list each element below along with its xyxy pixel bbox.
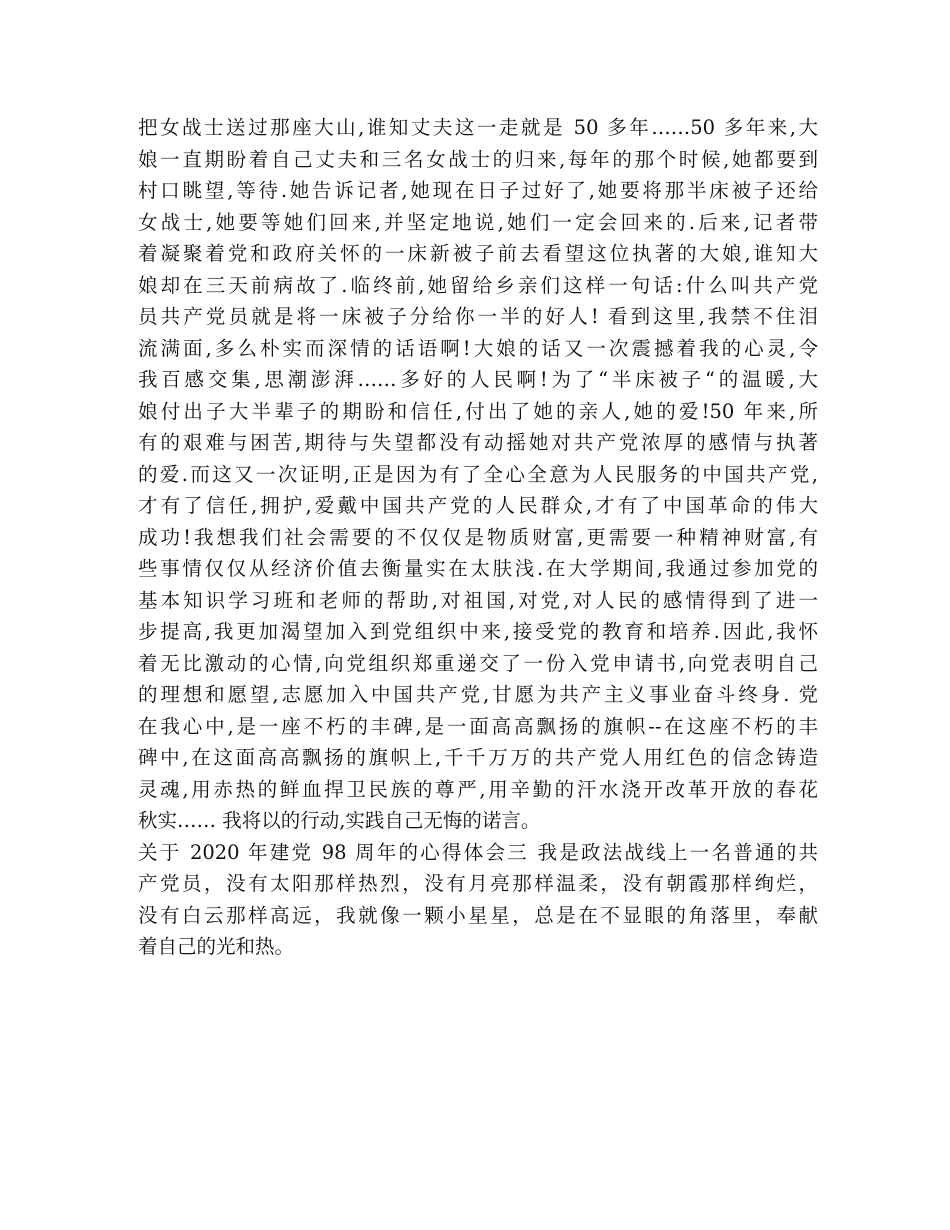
- text-line: 把女战士送过那座大山,谁知丈夫这一走就是 50 多年……50 多年来,大: [138, 116, 818, 139]
- text-line: 流满面,多么朴实而深情的话语啊!大娘的话又一次震撼着我的心灵,令: [138, 336, 818, 360]
- text-line: 的爱.而这又一次证明,正是因为有了全心全意为人民服务的中国共产党,: [138, 462, 818, 486]
- text-line: 娘付出子大半辈子的期盼和信任,付出了她的亲人,她的爱!50 年来,所: [138, 399, 818, 423]
- text-line: 的理想和愿望,志愿加入中国共产党,甘愿为共产主义事业奋斗终身. 党: [138, 683, 818, 706]
- text-line: 基本知识学习班和老师的帮助,对祖国,对党,对人民的感情得到了进一: [138, 588, 818, 612]
- text-line: 碑中,在这面高高飘扬的旗帜上,千千万万的共产党人用红色的信念铸造: [138, 746, 818, 769]
- text-line: 村口眺望,等待.她告诉记者,她现在日子过好了,她要将那半床被子还给: [138, 179, 818, 202]
- text-line: 灵魂,用赤热的鲜血捍卫民族的尊严,用辛勤的汗水浇开改革开放的春花: [138, 777, 818, 801]
- text-line: 产党员，没有太阳那样热烈，没有月亮那样温柔，没有朝霞那样绚烂，: [138, 872, 818, 895]
- document-body: [138, 112, 818, 963]
- text-line: 女战士,她要等她们回来,并坚定地说,她们一定会回来的.后来,记者带: [138, 210, 818, 234]
- text-line: 娘却在三天前病故了.临终前,她留给乡亲们这样一句话:什么叫共产党: [138, 273, 818, 297]
- text-line: 成功!我想我们社会需要的不仅仅是物质财富,更需要一种精神财富,有: [138, 525, 818, 549]
- text-line: 关于 2020 年建党 98 周年的心得体会三 我是政法战线上一名普通的共: [138, 840, 818, 864]
- text-line: 在我心中,是一座不朽的丰碑,是一面高高飘扬的旗帜--在这座不朽的丰: [138, 714, 818, 738]
- text-line: 才有了信任,拥护,爱戴中国共产党的人民群众,才有了中国革命的伟大: [138, 494, 818, 517]
- text-line: 没有白云那样高远，我就像一颗小星星，总是在不显眼的角落里，奉献: [138, 903, 818, 927]
- text-line: 有的艰难与困苦,期待与失望都没有动摇她对共产党浓厚的感情与执著: [138, 431, 818, 454]
- text-line: 我百感交集,思潮澎湃……多好的人民啊!为了“半床被子“的温暖,大: [138, 368, 818, 391]
- text-line: 着自己的光和热。: [138, 935, 295, 958]
- text-line: 些事情仅仅从经济价值去衡量实在太肤浅.在大学期间,我通过参加党的: [138, 557, 818, 580]
- text-line: 娘一直期盼着自己丈夫和三名女战士的归来,每年的那个时候,她都要到: [138, 147, 818, 171]
- text-line: 着凝聚着党和政府关怀的一床新被子前去看望这位执著的大娘,谁知大: [138, 242, 818, 265]
- text-line: 秋实…… 我将以的行动,实践自己无悔的诺言。: [138, 809, 541, 832]
- text-line: 着无比激动的心情,向党组织郑重递交了一份入党申请书,向党表明自己: [138, 651, 818, 675]
- text-line: 步提高,我更加渴望加入到党组织中来,接受党的教育和培养.因此,我怀: [138, 620, 818, 643]
- text-line: 员共产党员就是将一床被子分给你一半的好人! 看到这里,我禁不住泪: [138, 305, 818, 328]
